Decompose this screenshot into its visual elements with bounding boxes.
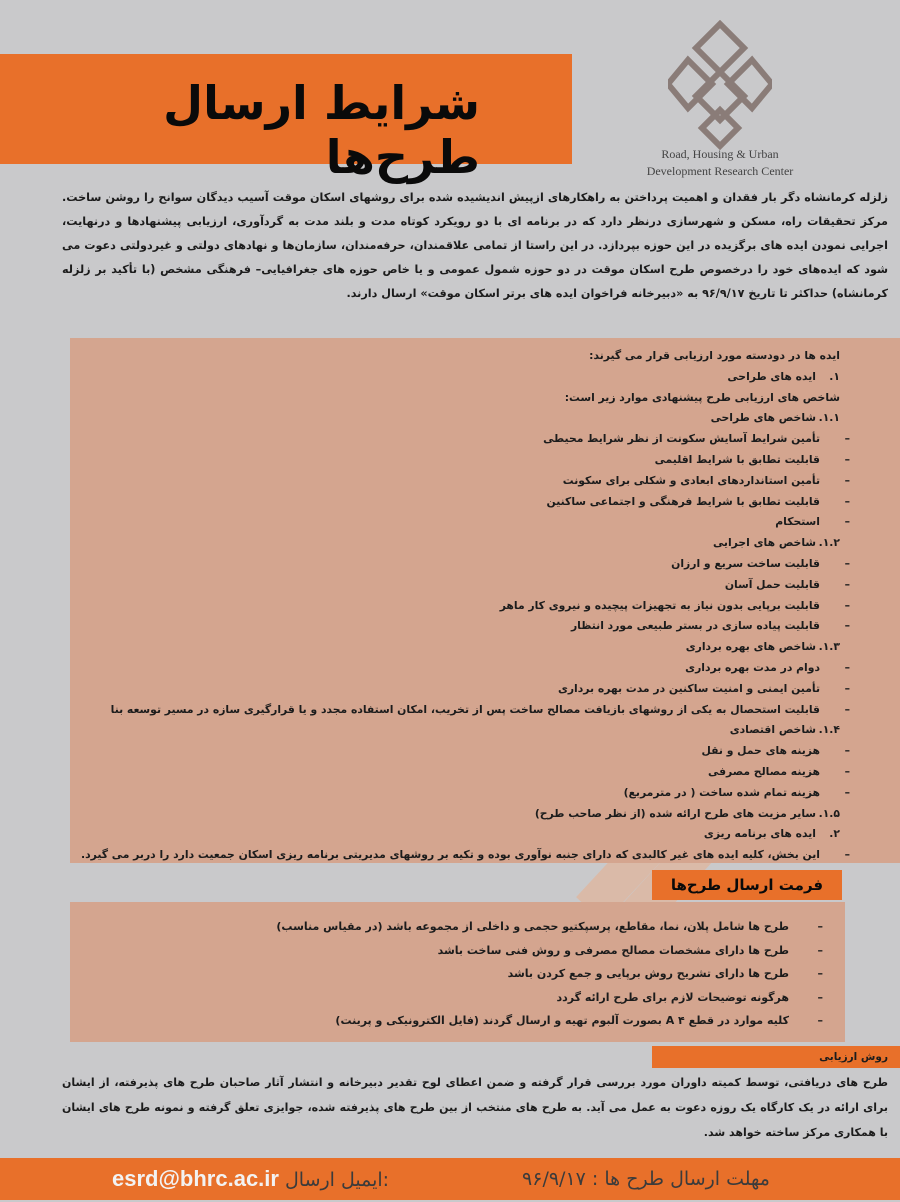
item-number: ۱.۳. [818, 640, 840, 654]
criteria-bullet-item [111, 700, 850, 720]
criteria-bullet-item [571, 616, 850, 636]
criteria-text: سایر مزیت های طرح ارائه شده (از نظر صاحب طرح) [534, 806, 816, 820]
criteria-text: شاخص های طراحی [710, 411, 816, 425]
criteria-text: دوام در مدت بهره برداری [685, 661, 820, 674]
criteria-text: ایده های طراحی [727, 369, 816, 383]
criteria-heading-item [686, 637, 840, 657]
criteria-bullet-item [547, 492, 850, 512]
criteria-bullet-item [563, 471, 850, 491]
criteria-bullet-item [81, 845, 850, 865]
criteria-bullet-item [543, 429, 850, 449]
dash-bullet: – [844, 494, 850, 508]
email-label: ایمیل ارسال: [284, 1169, 390, 1191]
bhrc-logo-icon [668, 20, 772, 150]
criteria-text: ایده های برنامه ریزی [703, 827, 816, 841]
dash-bullet: – [844, 598, 850, 612]
criteria-heading-item [535, 804, 840, 824]
item-number: ۱.۲. [818, 536, 840, 550]
item-number: ۱. [829, 369, 840, 383]
dash-bullet: – [844, 765, 850, 778]
criteria-text: هزینه مصالح مصرفی [708, 765, 820, 778]
deadline-text: مهلت ارسال طرح ها : ۹۶/۹/۱۷ [522, 1168, 770, 1190]
criteria-text: شاخص های بهره برداری [685, 640, 816, 654]
criteria-text: استحکام [775, 515, 820, 529]
criteria-bullet-item [725, 575, 850, 595]
format-text: طرح ها شامل پلان، نما، مقاطع، پرسپکتیو حجمی و داخلی از مجموعه باشد (در مقیاس مناسب) [276, 920, 789, 933]
criteria-text: قابلیت استحصال به یکی از روشهای بازیافت مصالح ساخت پس از تخریب، امکان استفاده مجدد و یا قرارگیری سازه در مسیر توسعه بنا [110, 702, 820, 716]
criteria-text: تأمین استانداردهای ابعادی و شکلی برای سکونت [562, 473, 820, 487]
criteria-heading-item [704, 824, 840, 844]
criteria-bullet-item [708, 762, 850, 782]
format-panel [70, 902, 845, 1042]
dash-bullet: – [817, 920, 823, 933]
dash-bullet: – [844, 785, 850, 799]
format-text: طرح ها دارای تشریح روش برپایی و جمع کردن باشد [507, 967, 789, 980]
dash-bullet: – [817, 990, 823, 1004]
criteria-text: قابلیت حمل آسان [724, 577, 820, 591]
criteria-heading-item [565, 388, 840, 408]
dash-bullet: – [844, 744, 850, 758]
page-title: شرایط ارسال طرح‌ها [163, 76, 480, 184]
email-link[interactable]: esrd@bhrc.ac.ir [112, 1166, 279, 1191]
criteria-bullet-item [701, 741, 850, 761]
criteria-text: شاخص اقتصادی [729, 723, 816, 737]
criteria-text: تأمین ایمنی و امنیت ساکنین در مدت بهره برداری [557, 681, 820, 695]
criteria-bullet-item [685, 658, 850, 678]
criteria-heading-item [727, 367, 840, 387]
criteria-bullet-item [655, 450, 850, 470]
dash-bullet: – [844, 577, 850, 591]
logo-line-1: Road, Housing & Urban [661, 147, 779, 161]
dash-bullet: – [844, 661, 850, 674]
criteria-heading-item [711, 408, 840, 428]
criteria-heading-item [713, 533, 840, 553]
dash-bullet: – [844, 557, 850, 570]
footer-bar [0, 1158, 900, 1200]
dash-bullet: – [844, 473, 850, 487]
dash-bullet: – [844, 848, 850, 862]
criteria-text: ایده ها در دودسته مورد ارزیابی قرار می گیرند: [589, 349, 840, 362]
format-heading: فرمت ارسال طرح‌ها [652, 870, 842, 900]
criteria-text: شاخص های اجرایی [712, 536, 816, 550]
format-text: کلیه موارد در قطع A ۴ بصورت آلبوم تهیه و ارسال گردند (فایل الکترونیکی و پرینت) [335, 1014, 789, 1027]
evaluation-heading: روش ارزیابی [652, 1046, 900, 1068]
criteria-bullet-item [558, 679, 850, 699]
format-item [276, 916, 823, 938]
criteria-heading-item [730, 720, 840, 740]
item-number: ۲. [829, 827, 840, 841]
criteria-bullet-item [500, 596, 850, 616]
criteria-text: تأمین شرایط آسایش سکونت از نظر شرایط محیطی [543, 432, 820, 446]
dash-bullet: – [817, 943, 823, 957]
dash-bullet: – [844, 515, 850, 529]
format-item [438, 940, 823, 962]
dash-bullet: – [844, 681, 850, 695]
criteria-text: این بخش، کلیه ایده های غیر کالبدی که دارای جنبه نوآوری بوده و تکیه بر روشهای مدیریتی برنامه ریزی اسکان جمعیت دارد را دربر می گیرد. [81, 848, 820, 862]
criteria-text: قابلیت تطابق با شرایط فرهنگی و اجتماعی ساکنین [546, 494, 820, 508]
format-text: هرگونه توضیحات لازم برای طرح ارائه گردد [556, 990, 789, 1004]
dash-bullet: – [844, 453, 850, 466]
logo-caption [628, 146, 812, 180]
dash-bullet: – [844, 432, 850, 446]
format-item [508, 963, 823, 985]
evaluation-paragraph: طرح های دریافتی، توسط کمیته داوران مورد بررسی قرار گرفته و ضمن اعطای لوح تقدیر دبیرخانه و انتشار آثار صاحبان طرح های پذیرفته، از ایشان برای ارائه در یک کارگاه یک روزه دعوت به عمل می آید. به طرح های منتخب از بین طرح های پذیرفته شده، جوایزی تعلق گرفته و نمونه طرح های ایشان با همکاری مرکز ساخته خواهد شد. [62, 1076, 888, 1139]
item-number: ۱.۵. [818, 806, 840, 820]
dash-bullet: – [817, 1014, 823, 1027]
format-item [335, 1010, 823, 1032]
item-number: ۱.۴. [818, 723, 840, 737]
criteria-heading-item [589, 346, 840, 366]
criteria-text: قابلیت برپایی بدون نیاز به تجهیزات پیچیده و نیروی کار ماهر [499, 598, 820, 612]
criteria-text: هزینه های حمل و نقل [701, 744, 820, 758]
dash-bullet: – [844, 702, 850, 716]
dash-bullet: – [817, 967, 823, 980]
criteria-text: قابلیت ساخت سریع و ارزان [671, 557, 820, 570]
intro-paragraph: زلزله کرمانشاه دگر بار فقدان و اهمیت پرداختن به راهکارهای ازپیش اندیشیده شده برای روشهای اسکان موقت آسیب دیدگان سوانح را روشن ساخت. مرکز تحقیقات راه، مسکن و شهرسازی درنظر دارد که در برنامه ای با دو رویکرد کوتاه مدت و بلند مدت به گردآوری، ارزیابی پیشنهادها و درنهایت، اجرایی نمودن ایده های برگزیده در این حوزه بپردازد. در این راستا از تمامی علاقمندان، حرفه‌مندان، سازمان‌ها و نهادهای دولتی و غیردولتی دعوت می شود که ایده‌های خود را درخصوص طرح اسکان موقت در دو حوزه شمول عمومی و یا خاص حوزه های جغرافیایی– فرهنگی مشخص (با تأکید بر زلزله کرمانشاه) حداکثر تا تاریخ ۹۶/۹/۱۷ به «دبیرخانه فراخوان ایده های برتر اسکان موقت» ارسال دارند. [62, 191, 888, 300]
criteria-text: قابلیت تطابق با شرایط اقلیمی [654, 453, 820, 466]
dash-bullet: – [844, 619, 850, 633]
criteria-panel [70, 338, 900, 863]
criteria-text: شاخص های ارزیابی طرح پیشنهادی موارد زیر است: [564, 390, 840, 404]
format-item [556, 987, 823, 1009]
criteria-bullet-item [775, 512, 850, 532]
logo-line-2: Development Research Center [646, 164, 794, 178]
item-number: ۱.۱. [818, 411, 840, 425]
criteria-bullet-item [671, 554, 850, 574]
title-banner [0, 54, 572, 184]
criteria-text: قابلیت پیاده سازی در بستر طبیعی مورد انتظار [570, 619, 820, 633]
criteria-bullet-item [624, 783, 850, 803]
criteria-text: هزینه تمام شده ساخت ( در مترمربع) [623, 785, 820, 799]
format-text: طرح ها دارای مشخصات مصالح مصرفی و روش فنی ساخت باشد [437, 943, 789, 957]
email-block [112, 1158, 389, 1202]
